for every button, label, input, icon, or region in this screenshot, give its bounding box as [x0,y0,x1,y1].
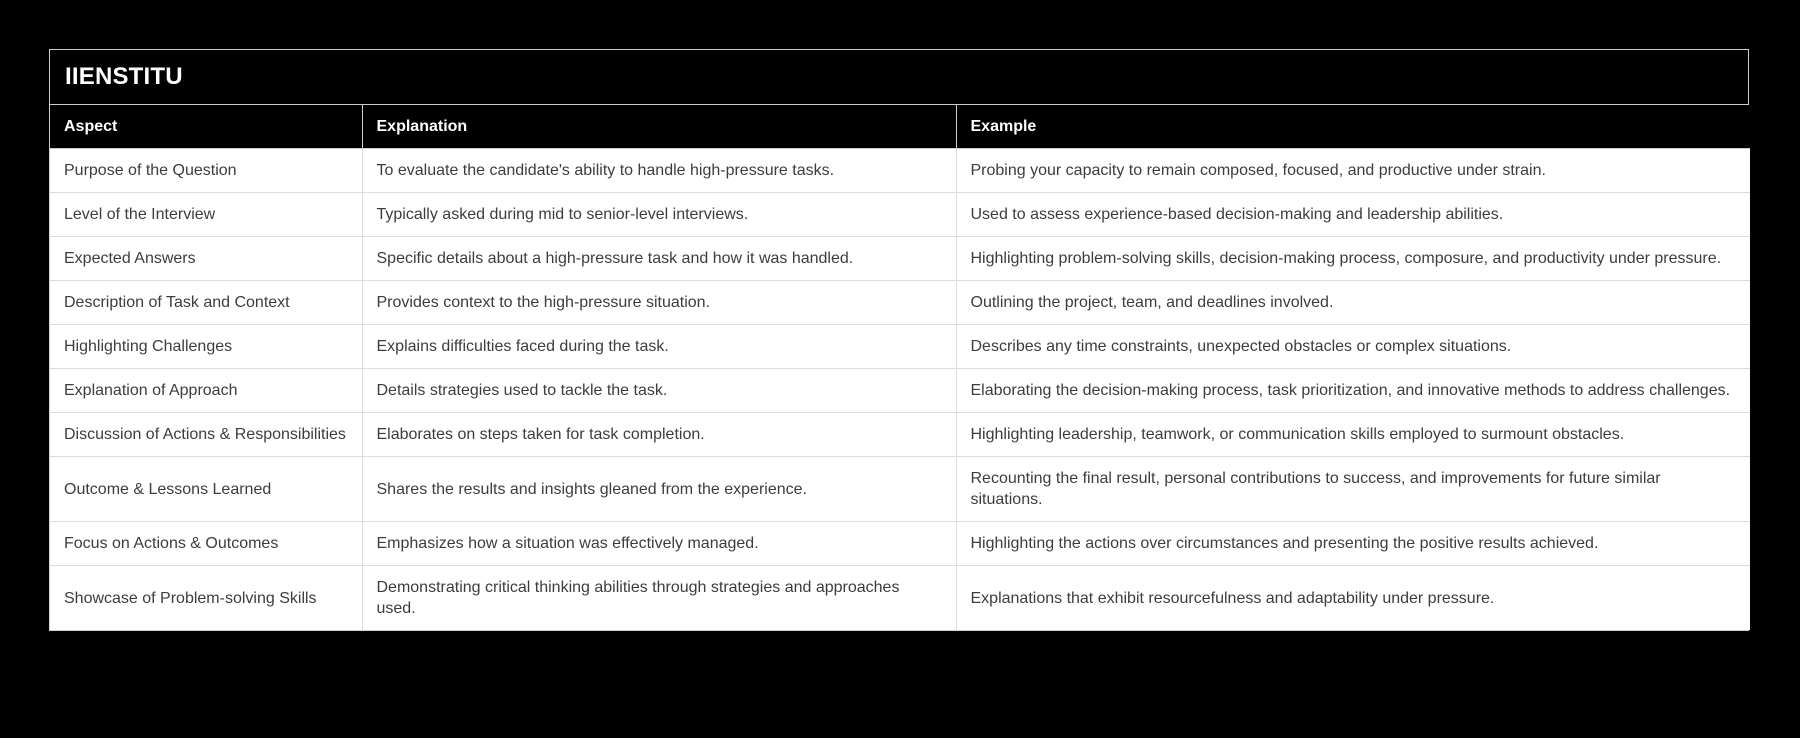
table-row [50,149,1750,193]
cell-aspect: Level of the Interview [50,193,362,237]
cell-aspect: Focus on Actions & Outcomes [50,522,362,566]
cell-explanation: Provides context to the high-pressure situation. [362,281,956,325]
cell-aspect: Purpose of the Question [50,149,362,193]
table-row [50,457,1750,522]
table-row [50,237,1750,281]
content-table-card [49,49,1749,631]
table-row [50,193,1750,237]
cell-explanation: Specific details about a high-pressure task and how it was handled. [362,237,956,281]
cell-example: Used to assess experience-based decision-making and leadership abilities. [956,193,1750,237]
column-header-example: Example [956,105,1750,149]
table-row [50,325,1750,369]
cell-example: Highlighting the actions over circumstances and presenting the positive results achieved. [956,522,1750,566]
table-row [50,522,1750,566]
brand-title: IIENSTITU [50,50,1748,105]
table-row [50,566,1750,631]
cell-aspect: Showcase of Problem-solving Skills [50,566,362,631]
table-row [50,369,1750,413]
cell-explanation: Explains difficulties faced during the task. [362,325,956,369]
column-header-aspect: Aspect [50,105,362,149]
cell-explanation: To evaluate the candidate's ability to handle high-pressure tasks. [362,149,956,193]
cell-aspect: Expected Answers [50,237,362,281]
cell-explanation: Emphasizes how a situation was effectively managed. [362,522,956,566]
cell-example: Elaborating the decision-making process, task prioritization, and innovative methods to address challenges. [956,369,1750,413]
cell-example: Outlining the project, team, and deadlines involved. [956,281,1750,325]
cell-aspect: Explanation of Approach [50,369,362,413]
cell-explanation: Shares the results and insights gleaned from the experience. [362,457,956,522]
table-row [50,281,1750,325]
table-body [50,149,1750,631]
column-header-explanation: Explanation [362,105,956,149]
cell-explanation: Elaborates on steps taken for task completion. [362,413,956,457]
table-row [50,413,1750,457]
cell-aspect: Outcome & Lessons Learned [50,457,362,522]
cell-example: Explanations that exhibit resourcefulness and adaptability under pressure. [956,566,1750,631]
table-header-row [50,105,1750,149]
cell-explanation: Details strategies used to tackle the task. [362,369,956,413]
table-header [50,105,1750,149]
cell-example: Recounting the final result, personal contributions to success, and improvements for future similar situations. [956,457,1750,522]
cell-example: Highlighting leadership, teamwork, or communication skills employed to surmount obstacles. [956,413,1750,457]
cell-explanation: Typically asked during mid to senior-level interviews. [362,193,956,237]
cell-aspect: Highlighting Challenges [50,325,362,369]
cell-aspect: Description of Task and Context [50,281,362,325]
cell-example: Probing your capacity to remain composed, focused, and productive under strain. [956,149,1750,193]
cell-example: Describes any time constraints, unexpected obstacles or complex situations. [956,325,1750,369]
cell-aspect: Discussion of Actions & Responsibilities [50,413,362,457]
aspect-explanation-example-table [50,105,1750,630]
cell-explanation: Demonstrating critical thinking abilities through strategies and approaches used. [362,566,956,631]
cell-example: Highlighting problem-solving skills, decision-making process, composure, and productivity under pressure. [956,237,1750,281]
